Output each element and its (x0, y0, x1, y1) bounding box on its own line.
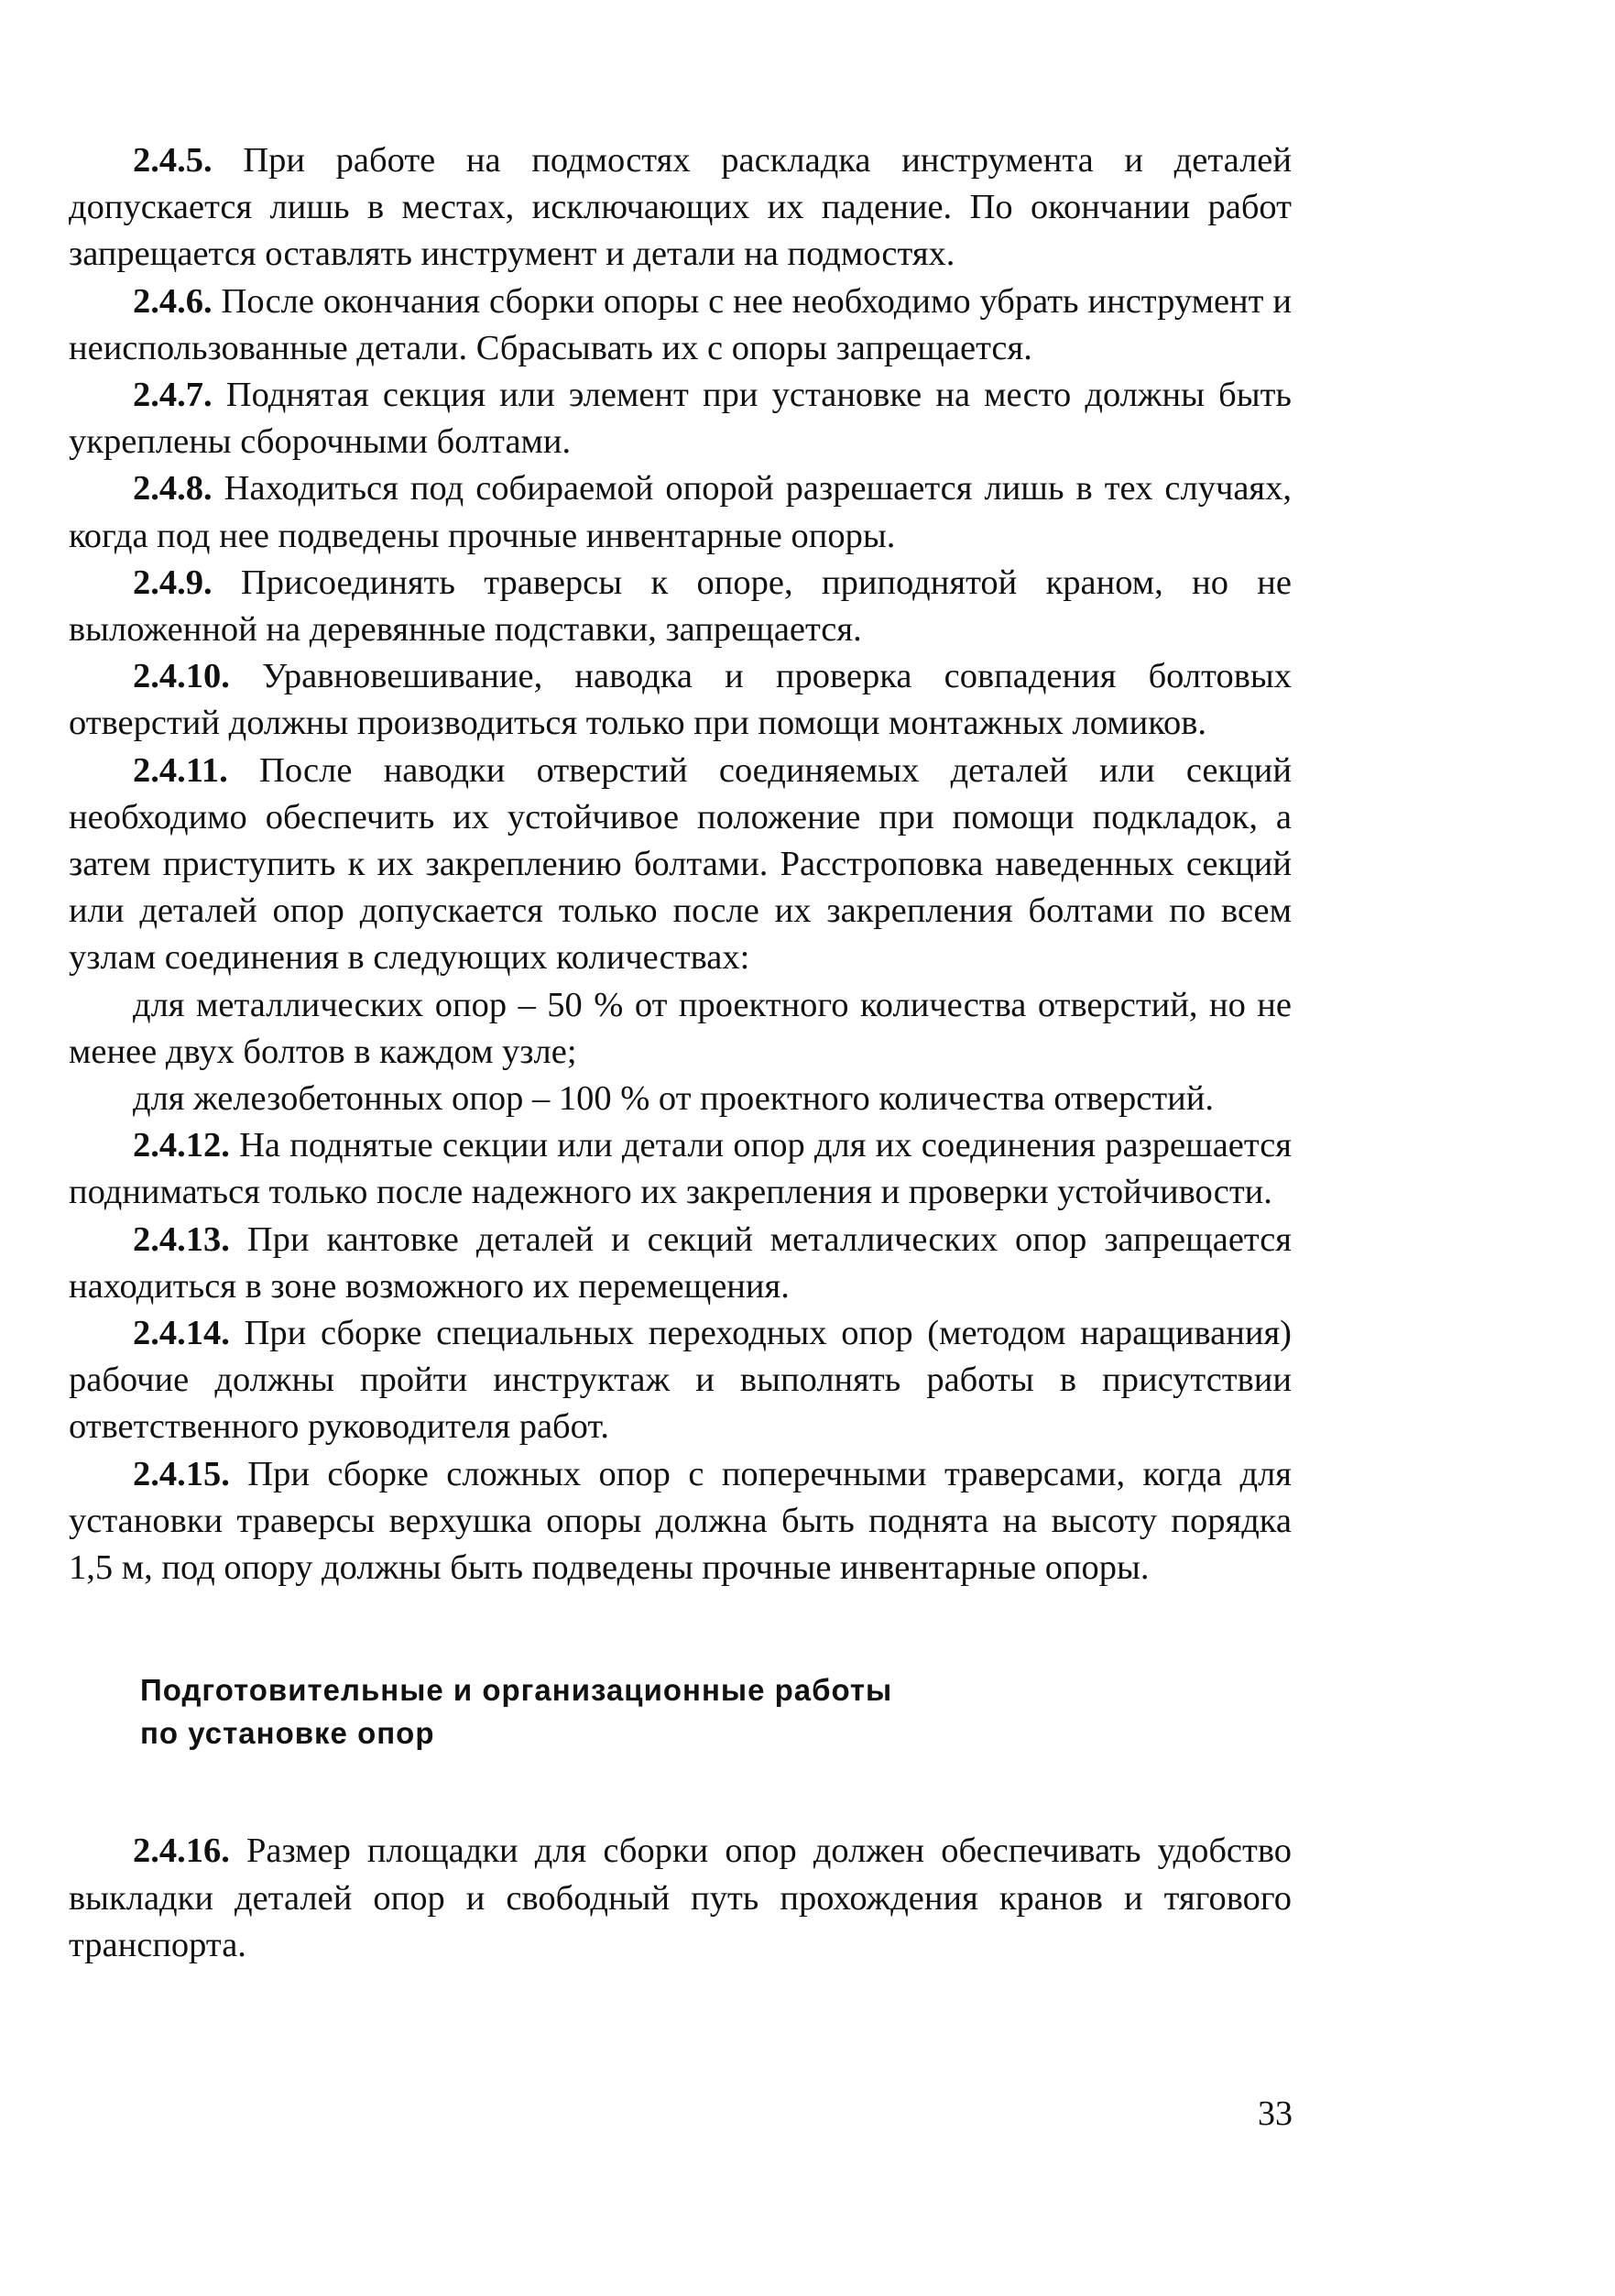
clause-text: Присоединять траверсы к опоре, приподнятой краном, но не выложенной на деревянные подставки, запрещается. (69, 563, 1292, 650)
paragraph (69, 982, 1292, 1076)
clause-number: 2.4.10. (133, 657, 230, 696)
clause-number: 2.4.13. (133, 1219, 230, 1259)
clause-number: 2.4.12. (133, 1126, 230, 1165)
clause-number: 2.4.6. (133, 281, 213, 321)
clause-number: 2.4.8. (133, 469, 213, 508)
clause-text: При кантовке деталей и секций металлических опор запрещается находиться в зоне возможного их перемещения. (69, 1219, 1292, 1306)
paragraph (69, 1076, 1292, 1122)
page-number: 33 (1258, 2094, 1293, 2133)
paragraph (69, 1828, 1292, 1969)
document-page (69, 137, 1292, 1969)
paragraph (69, 560, 1292, 653)
clause-text: для железобетонных опор – 100 % от проектного количества отверстий. (133, 1079, 1214, 1119)
clause-text: После окончания сборки опоры с нее необходимо убрать инструмент и неиспользованные детали. Сбрасывать их с опоры запрещается. (69, 281, 1292, 367)
clause-text: После наводки отверстий соединяемых деталей или секций необходимо обеспечить их устойчивое положение при помощи подкладок, а затем приступить к их закреплению болтами. Расстроповка наведенных секций или деталей опор допускается только после их закрепления болтами по всем узлам соединения в следующих количествах: (69, 750, 1292, 978)
clause-text: При сборке сложных опор с поперечными траверсами, когда для установки траверсы верхушка опоры должна быть поднята на высоту порядка 1,5 м, под опору должны быть подведены прочные инвентарные опоры. (69, 1454, 1292, 1588)
clause-number: 2.4.9. (133, 563, 213, 602)
clause-text: При сборке специальных переходных опор (методом наращивания) рабочие должны пройти инструктаж и выполнять работы в присутствии ответственного руководителя работ. (69, 1314, 1292, 1447)
section-heading-line: Подготовительные и организационные работы (140, 1673, 893, 1708)
clause-text: для металлических опор – 50 % от проектного количества отверстий, но не менее двух болтов в каждом узле; (69, 985, 1292, 1071)
clause-text: При работе на подмостях раскладка инструмента и деталей допускается лишь в местах, исключающих их падение. По окончании работ запрещается оставлять инструмент и детали на подмостях. (69, 141, 1292, 274)
paragraph (69, 1310, 1292, 1451)
paragraph (69, 1451, 1292, 1592)
paragraph (69, 279, 1292, 372)
paragraph (69, 1217, 1292, 1310)
clause-number: 2.4.5. (133, 141, 213, 180)
paragraph (69, 1122, 1292, 1216)
section-heading-line: по установке опор (140, 1716, 435, 1751)
clause-number: 2.4.11. (133, 750, 228, 790)
paragraphs-top (69, 137, 1292, 1591)
clause-number: 2.4.14. (133, 1314, 230, 1353)
clause-text: На поднятые секции или детали опор для их соединения разрешается подниматься только после надежного их закрепления и проверки устойчивости. (69, 1126, 1292, 1212)
clause-text: Находиться под собираемой опорой разрешается лишь в тех случаях, когда под нее подведены прочные инвентарные опоры. (69, 469, 1292, 555)
clause-number: 2.4.7. (133, 376, 213, 415)
paragraph (69, 653, 1292, 747)
paragraphs-bottom (69, 1828, 1292, 1969)
clause-text: Уравновешивание, наводка и проверка совпадения болтовых отверстий должны производиться только при помощи монтажных ломиков. (69, 657, 1292, 743)
paragraph (69, 465, 1292, 559)
paragraph (69, 137, 1292, 279)
clause-number: 2.4.15. (133, 1454, 230, 1493)
clause-text: Размер площадки для сборки опор должен обеспечивать удобство выкладки деталей опор и свободный путь прохождения кранов и тягового транспорта. (69, 1831, 1292, 1964)
paragraph (69, 748, 1292, 982)
clause-number: 2.4.16. (133, 1831, 230, 1871)
clause-text: Поднятая секция или элемент при установке на место должны быть укреплены сборочными болтами. (69, 376, 1292, 462)
section-heading (140, 1668, 1292, 1755)
paragraph (69, 372, 1292, 465)
